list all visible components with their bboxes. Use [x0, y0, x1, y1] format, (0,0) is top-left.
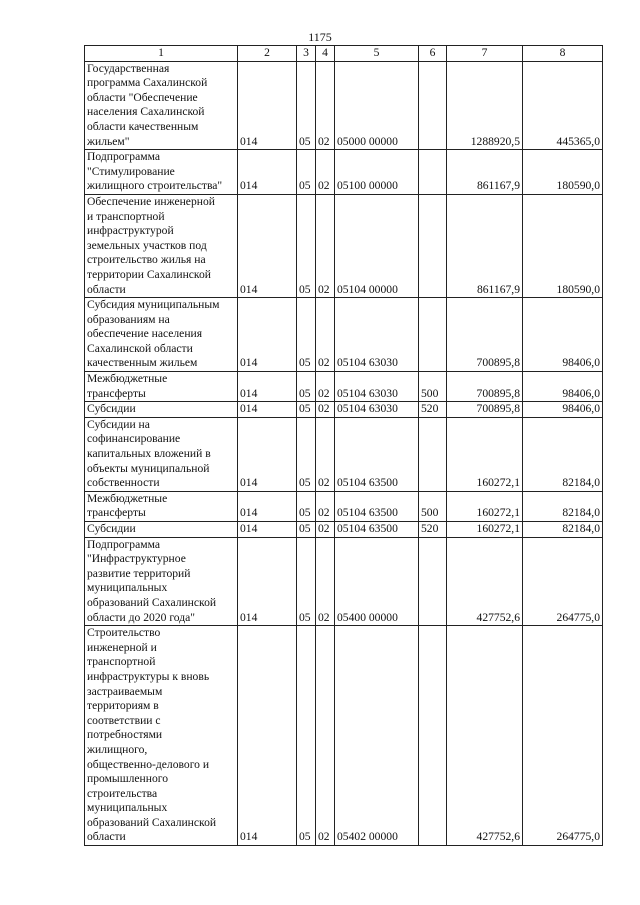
expense-type-cell: 520 — [419, 402, 447, 418]
expense-type-cell: 500 — [419, 491, 447, 521]
row-name: Субсидии — [87, 522, 136, 535]
amount-col8-cell: 180590,0 — [523, 194, 603, 297]
expense-type-cell — [419, 298, 447, 372]
page-number: 1175 — [308, 30, 332, 44]
section-cell: 05 — [297, 522, 316, 538]
subsection-cell: 02 — [316, 372, 335, 402]
amount-col7-cell: 160272,1 — [447, 491, 523, 521]
subsection-cell: 02 — [316, 298, 335, 372]
row-name-cell — [85, 298, 238, 372]
column-header: 1 — [85, 46, 238, 62]
expense-type-cell — [419, 537, 447, 626]
amount-col7-cell: 160272,1 — [447, 522, 523, 538]
amount-col7-cell: 861167,9 — [447, 194, 523, 297]
expense-type-cell: 520 — [419, 522, 447, 538]
table-row — [85, 298, 603, 372]
table-row — [85, 522, 603, 538]
amount-col8-cell: 98406,0 — [523, 372, 603, 402]
row-name-cell — [85, 537, 238, 626]
section-cell: 05 — [297, 491, 316, 521]
admin-code-cell: 014 — [238, 372, 297, 402]
row-name-cell — [85, 402, 238, 418]
column-header: 5 — [335, 46, 419, 62]
target-article-cell: 05402 00000 — [335, 626, 419, 846]
section-cell: 05 — [297, 298, 316, 372]
target-article-cell: 05104 63500 — [335, 417, 419, 491]
target-article-cell: 05104 63500 — [335, 522, 419, 538]
target-article-cell: 05000 00000 — [335, 61, 419, 150]
admin-code-cell: 014 — [238, 298, 297, 372]
row-name-cell — [85, 522, 238, 538]
row-name: Обеспечение инженерной и транспортной инфраструктурой земельных участков под строительство жилья на территории Сахалинской области — [87, 194, 215, 296]
column-header: 6 — [419, 46, 447, 62]
admin-code-cell: 014 — [238, 417, 297, 491]
column-header: 7 — [447, 46, 523, 62]
amount-col7-cell: 427752,6 — [447, 626, 523, 846]
expense-type-cell — [419, 417, 447, 491]
amount-col7-cell: 700895,8 — [447, 372, 523, 402]
table-row — [85, 402, 603, 418]
table-row — [85, 194, 603, 297]
expense-type-cell — [419, 150, 447, 195]
column-header: 4 — [316, 46, 335, 62]
admin-code-cell: 014 — [238, 491, 297, 521]
budget-table — [84, 45, 603, 846]
target-article-cell: 05104 63030 — [335, 298, 419, 372]
admin-code-cell: 014 — [238, 402, 297, 418]
admin-code-cell: 014 — [238, 626, 297, 846]
expense-type-cell — [419, 194, 447, 297]
amount-col8-cell: 264775,0 — [523, 626, 603, 846]
amount-col8-cell: 180590,0 — [523, 150, 603, 195]
column-header: 2 — [238, 46, 297, 62]
admin-code-cell: 014 — [238, 537, 297, 626]
table-row — [85, 626, 603, 846]
row-name: Государственная программа Сахалинской области "Обеспечение населения Сахалинской области качественным жильем" — [87, 61, 208, 148]
row-name-cell — [85, 626, 238, 846]
amount-col8-cell: 98406,0 — [523, 298, 603, 372]
subsection-cell: 02 — [316, 194, 335, 297]
target-article-cell: 05400 00000 — [335, 537, 419, 626]
amount-col7-cell: 160272,1 — [447, 417, 523, 491]
subsection-cell: 02 — [316, 150, 335, 195]
target-article-cell: 05104 63030 — [335, 372, 419, 402]
table-row — [85, 372, 603, 402]
section-cell: 05 — [297, 194, 316, 297]
row-name-cell — [85, 61, 238, 150]
section-cell: 05 — [297, 537, 316, 626]
expense-type-cell: 500 — [419, 372, 447, 402]
row-name: Субсидии на софинансирование капитальных вложений в объекты муниципальной собственности — [87, 417, 211, 490]
section-cell: 05 — [297, 417, 316, 491]
admin-code-cell: 014 — [238, 194, 297, 297]
section-cell: 05 — [297, 402, 316, 418]
row-name: Подпрограмма "Стимулирование жилищного строительства" — [87, 150, 223, 193]
target-article-cell: 05104 00000 — [335, 194, 419, 297]
section-cell: 05 — [297, 372, 316, 402]
section-cell: 05 — [297, 150, 316, 195]
amount-col7-cell: 700895,8 — [447, 402, 523, 418]
target-article-cell: 05100 00000 — [335, 150, 419, 195]
section-cell: 05 — [297, 61, 316, 150]
table-row — [85, 491, 603, 521]
subsection-cell: 02 — [316, 402, 335, 418]
amount-col8-cell: 82184,0 — [523, 522, 603, 538]
expense-type-cell — [419, 626, 447, 846]
row-name-cell — [85, 417, 238, 491]
amount-col7-cell: 427752,6 — [447, 537, 523, 626]
admin-code-cell: 014 — [238, 61, 297, 150]
subsection-cell: 02 — [316, 537, 335, 626]
subsection-cell: 02 — [316, 626, 335, 846]
table-body — [85, 61, 603, 845]
row-name: Подпрограмма "Инфраструктурное развитие территорий муниципальных образований Сахалинской области до 2020 года" — [87, 537, 217, 624]
amount-col8-cell: 445365,0 — [523, 61, 603, 150]
admin-code-cell: 014 — [238, 522, 297, 538]
table-row — [85, 417, 603, 491]
column-header: 8 — [523, 46, 603, 62]
row-name-cell — [85, 150, 238, 195]
row-name-cell — [85, 372, 238, 402]
row-name-cell — [85, 194, 238, 297]
amount-col8-cell: 82184,0 — [523, 417, 603, 491]
table-row — [85, 537, 603, 626]
header-row — [85, 46, 603, 62]
row-name: Межбюджетные трансферты — [87, 491, 168, 520]
expense-type-cell — [419, 61, 447, 150]
section-cell: 05 — [297, 626, 316, 846]
row-name-cell — [85, 491, 238, 521]
row-name: Строительство инженерной и транспортной инфраструктуры к вновь застраиваемым территориям в соответствии с потребностями жилищного, общественно-делового и промышленного строительства муниципальных образований Сахалинской области — [87, 626, 217, 844]
admin-code-cell: 014 — [238, 150, 297, 195]
amount-col7-cell: 700895,8 — [447, 298, 523, 372]
row-name: Межбюджетные трансферты — [87, 372, 168, 400]
subsection-cell: 02 — [316, 417, 335, 491]
subsection-cell: 02 — [316, 61, 335, 150]
target-article-cell: 05104 63030 — [335, 402, 419, 418]
column-header: 3 — [297, 46, 316, 62]
amount-col8-cell: 264775,0 — [523, 537, 603, 626]
amount-col7-cell: 861167,9 — [447, 150, 523, 195]
subsection-cell: 02 — [316, 522, 335, 538]
row-name: Субсидия муниципальным образованиям на обеспечение населения Сахалинской области качественным жильем — [87, 298, 220, 370]
table-row — [85, 150, 603, 195]
row-name: Субсидии — [87, 402, 136, 416]
target-article-cell: 05104 63500 — [335, 491, 419, 521]
amount-col8-cell: 98406,0 — [523, 402, 603, 418]
subsection-cell: 02 — [316, 491, 335, 521]
amount-col7-cell: 1288920,5 — [447, 61, 523, 150]
amount-col8-cell: 82184,0 — [523, 491, 603, 521]
table-row — [85, 61, 603, 150]
